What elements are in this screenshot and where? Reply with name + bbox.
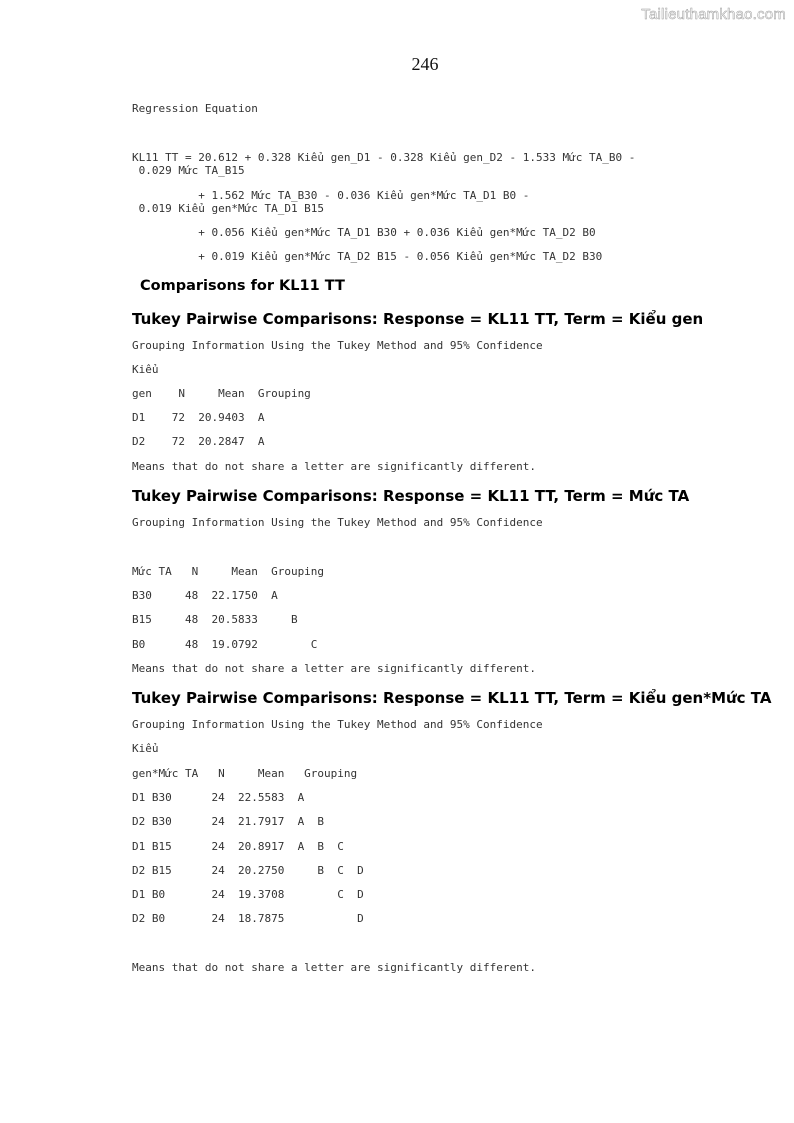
equation-line-1: KL11 TT = 20.612 + 0.328 Kiểu gen_D1 - 0.328 Kiểu gen_D2 - 1.533 Mức TA_B0 - — [132, 151, 636, 164]
table-row: D1 B0 24 19.3708 C D — [132, 888, 364, 901]
watermark-text: Tailieuthamkhao.com — [641, 6, 786, 23]
section-kieu-gen-footer: Means that do not share a letter are significantly different. — [132, 460, 536, 473]
equation-line-3: + 1.562 Mức TA_B30 - 0.036 Kiểu gen*Mức TA_D1 B0 - — [132, 189, 530, 202]
table-row: D1 B30 24 22.5583 A — [132, 791, 305, 804]
equation-line-5: + 0.056 Kiểu gen*Mức TA_D1 B30 + 0.036 Kiểu gen*Mức TA_D2 B0 — [132, 226, 596, 239]
table-row: B0 48 19.0792 C — [132, 638, 318, 651]
section-muc-ta-footer: Means that do not share a letter are significantly different. — [132, 662, 536, 675]
regression-title: Regression Equation — [132, 102, 258, 115]
section-interaction-footer: Means that do not share a letter are significantly different. — [132, 961, 536, 974]
section-interaction-title: Tukey Pairwise Comparisons: Response = KL11 TT, Term = Kiểu gen*Mức TA — [132, 689, 772, 707]
table-row: B30 48 22.1750 A — [132, 589, 278, 602]
section-kieu-gen-info: Grouping Information Using the Tukey Method and 95% Confidence — [132, 339, 543, 352]
section-muc-ta-header: Mức TA N Mean Grouping — [132, 565, 325, 578]
page-number: 246 — [411, 54, 439, 74]
section-kieu-gen-header-1: Kiểu — [132, 363, 159, 376]
table-row: D2 B15 24 20.2750 B C D — [132, 864, 364, 877]
table-row: D2 B0 24 18.7875 D — [132, 912, 364, 925]
section-muc-ta-info: Grouping Information Using the Tukey Method and 95% Confidence — [132, 516, 543, 529]
table-row: D1 72 20.9403 A — [132, 411, 265, 424]
section-kieu-gen-header-2: gen N Mean Grouping — [132, 387, 311, 400]
table-row: D1 B15 24 20.8917 A B C — [132, 840, 344, 853]
table-row: D2 72 20.2847 A — [132, 435, 265, 448]
section-interaction-info: Grouping Information Using the Tukey Method and 95% Confidence — [132, 718, 543, 731]
comparisons-heading: Comparisons for KL11 TT — [140, 278, 345, 294]
equation-line-6: + 0.019 Kiểu gen*Mức TA_D2 B15 - 0.056 Kiểu gen*Mức TA_D2 B30 — [132, 250, 603, 263]
section-interaction-header-2: gen*Mức TA N Mean Grouping — [132, 767, 358, 780]
table-row: B15 48 20.5833 B — [132, 613, 298, 626]
section-kieu-gen-title: Tukey Pairwise Comparisons: Response = KL11 TT, Term = Kiểu gen — [132, 310, 704, 328]
section-muc-ta-title: Tukey Pairwise Comparisons: Response = KL11 TT, Term = Mức TA — [132, 487, 690, 505]
section-interaction-header-1: Kiểu — [132, 742, 159, 755]
table-row: D2 B30 24 21.7917 A B — [132, 815, 325, 828]
equation-line-2: 0.029 Mức TA_B15 — [132, 164, 245, 177]
equation-line-4: 0.019 Kiểu gen*Mức TA_D1 B15 — [132, 202, 325, 215]
